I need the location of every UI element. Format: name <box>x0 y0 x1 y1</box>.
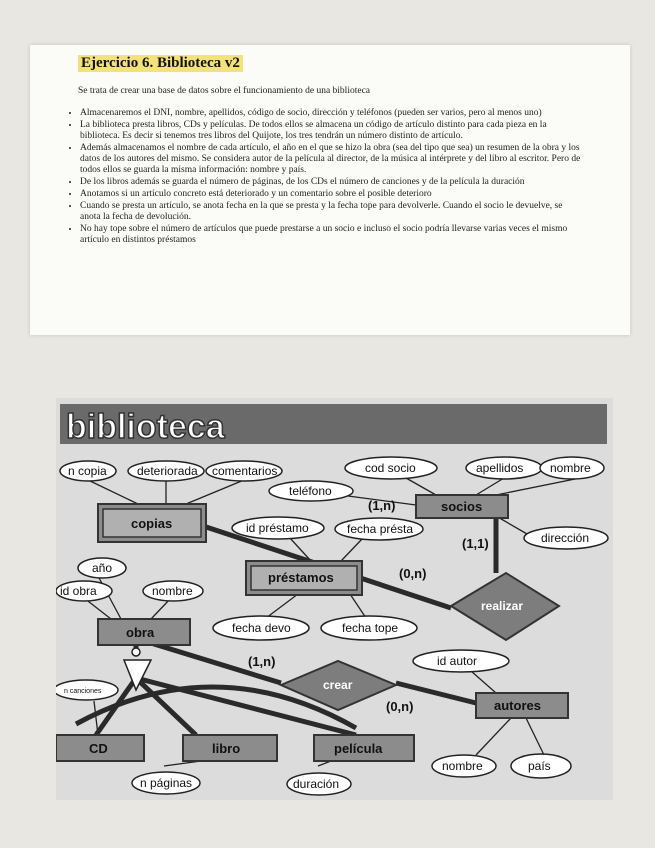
attr-cod-socio <box>345 457 437 479</box>
diagram-title: biblioteca <box>66 408 225 446</box>
list-item: • De los libros además se guarda el número de páginas, de los CDs el número de canciones y de la película la duración <box>80 177 585 188</box>
entity-libro <box>183 735 277 761</box>
requirements-list <box>62 108 585 247</box>
attr-n-paginas <box>132 772 200 794</box>
entity-copias <box>98 504 206 542</box>
svg-text:fecha devo: fecha devo <box>232 621 291 635</box>
svg-text:país: país <box>528 759 551 773</box>
attr-fecha-devo <box>213 616 309 640</box>
attr-id-prestamo <box>232 517 324 539</box>
cardinality-telefono-socio: (1,n) <box>368 498 396 513</box>
entity-socios <box>416 495 508 518</box>
list-item: • Cuando se presta un artículo, se anota fecha en la que se presta y la fecha tope para devolverle. Cuando el socio le devuelve, se anota la fecha de devolución. <box>80 201 585 223</box>
relation-realizar <box>451 573 559 640</box>
entity-prestamos-label: préstamos <box>268 570 334 585</box>
attr-id-autor <box>413 650 509 672</box>
attr-nombre-obra <box>143 581 203 601</box>
exercise-intro: Se trata de crear una base de datos sobre el funcionamiento de una biblioteca <box>78 86 371 96</box>
exercise-title: Ejercicio 6. Biblioteca v2 <box>78 55 243 72</box>
attr-nombre-socio <box>540 457 604 479</box>
attr-n-canciones <box>56 680 118 700</box>
entity-prestamos <box>246 561 362 595</box>
cardinality-obra-crear: (1,n) <box>248 654 276 669</box>
svg-text:id obra: id obra <box>60 584 97 598</box>
er-diagram-canvas <box>56 398 613 800</box>
entity-obra-label: obra <box>126 625 155 640</box>
svg-text:nombre: nombre <box>550 461 591 475</box>
svg-text:nombre: nombre <box>442 759 483 773</box>
entity-socios-label: socios <box>441 499 483 514</box>
attr-n-copia <box>60 461 116 481</box>
svg-text:n canciones: n canciones <box>64 688 102 695</box>
list-item: • Anotamos si un artículo concreto está deteriorado y un comentario sobre el posible deterioro <box>80 189 585 200</box>
svg-text:año: año <box>92 561 113 575</box>
attr-pais <box>511 754 571 778</box>
er-diagram <box>56 398 613 800</box>
relation-crear-label: crear <box>323 678 353 692</box>
svg-text:fecha présta: fecha présta <box>347 522 414 536</box>
svg-text:id autor: id autor <box>437 654 478 668</box>
list-item: • Además almacenamos el nombre de cada artículo, el año en el que se hizo la obra (sea del tipo que sea) un resumen de la obra y los datos de los autores del mismo. Se considera autor de la película al director, de la música al intérprete y del libro al escritor. Pero de todos ellos se guarda la misma información: nombre y país. <box>80 143 585 176</box>
entity-cd <box>56 735 144 761</box>
svg-text:apellidos: apellidos <box>476 461 524 475</box>
attr-fecha-tope <box>321 616 417 640</box>
svg-text:cod socio: cod socio <box>365 461 416 475</box>
svg-text:nombre: nombre <box>152 584 193 598</box>
entity-cd-label: CD <box>89 741 108 756</box>
attr-fecha-presta <box>335 518 423 540</box>
svg-text:n copia: n copia <box>68 464 107 478</box>
list-item: • Almacenaremos el DNI, nombre, apellidos, código de socio, dirección y teléfonos (pueden ser varios, pero al menos uno) <box>80 108 585 119</box>
svg-text:id préstamo: id préstamo <box>246 521 309 535</box>
isa-circle <box>132 648 140 656</box>
entity-copias-label: copias <box>131 516 173 531</box>
attr-telefono <box>269 481 353 501</box>
svg-text:deteriorada: deteriorada <box>137 464 198 478</box>
entity-autores <box>476 693 568 718</box>
svg-text:dirección: dirección <box>541 531 590 545</box>
cardinality-prestamo-realizar: (0,n) <box>399 566 427 581</box>
attr-duracion <box>287 773 351 795</box>
cardinality-autor-crear: (0,n) <box>386 699 414 714</box>
list-item: • La biblioteca presta libros, CDs y películas. De todos ellos se almacena un código de artículo distinto para cada pieza en la biblioteca. Es decir si tenemos tres libros del Quijote, los tres tendrán un número distinto de artículo. <box>80 120 585 142</box>
attr-anio <box>78 558 126 578</box>
entity-pelicula-label: película <box>334 741 383 756</box>
svg-text:duración: duración <box>293 777 340 791</box>
svg-text:n páginas: n páginas <box>140 776 193 790</box>
entity-obra <box>98 619 190 645</box>
relation-realizar-label: realizar <box>481 599 524 613</box>
attr-apellidos <box>466 457 542 479</box>
entity-pelicula <box>314 735 414 761</box>
list-item: • No hay tope sobre el número de artículos que puede prestarse a un socio e incluso el socio podría llevarse varias veces el mismo artículo en distintos préstamos <box>80 224 585 246</box>
attr-deteriorada <box>128 461 204 481</box>
svg-text:comentarios: comentarios <box>212 464 278 478</box>
attr-comentarios <box>206 461 282 481</box>
svg-text:fecha tope: fecha tope <box>342 621 399 635</box>
attr-id-obra <box>56 581 112 601</box>
entity-autores-label: autores <box>494 698 541 713</box>
svg-text:teléfono: teléfono <box>289 484 332 498</box>
attr-nombre-autor <box>432 755 496 777</box>
attr-direccion <box>524 527 608 549</box>
entity-libro-label: libro <box>212 741 241 756</box>
cardinality-socio-realizar: (1,1) <box>462 536 489 551</box>
